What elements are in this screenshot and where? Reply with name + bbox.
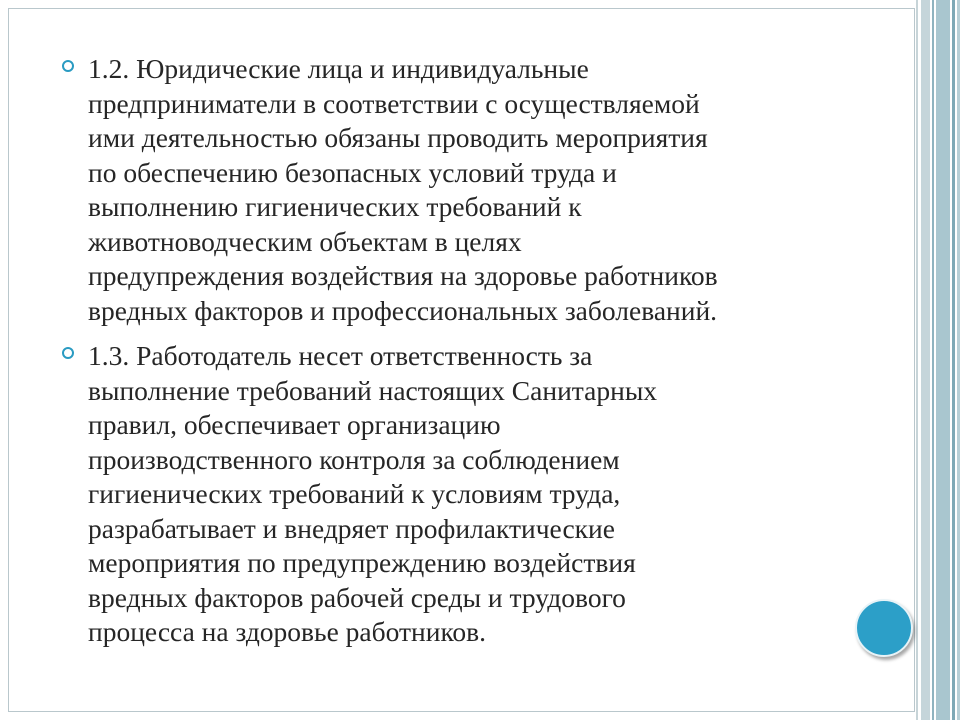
side-bar — [936, 0, 950, 720]
list-item-text: 1.3. Работодатель несет ответственность за выполнение требований настоящих Санитарных правил, обеспечивает организацию производственного контроля за соблюдением гигиенических требований к условиям труда, разрабатывает и внедряет профилактические мероприятия по предупреждению воздействия вредных факторов рабочей среды и трудового процесса на здоровье работников. — [88, 340, 658, 647]
side-bar — [916, 0, 918, 720]
decorative-side-bars — [916, 0, 960, 720]
side-bar — [932, 0, 934, 720]
bullet-ring-icon — [62, 347, 74, 359]
list-item — [62, 339, 862, 650]
list-item-text: 1.2. Юридические лица и индивидуальные предприниматели в соответствии с осуществляемой ими деятельностью обязаны проводить мероприятия по обеспечению безопасных условий труда и выполнению гигиенических требований к животноводческим объектам в целях предупреждения воздействия на здоровье работников вредных факторов и профессиональных заболеваний. — [88, 53, 718, 326]
slide-content — [62, 52, 862, 661]
list-item — [62, 52, 862, 328]
side-bar — [921, 0, 930, 720]
side-bar — [952, 0, 955, 720]
bullet-ring-icon — [62, 60, 74, 72]
decorative-circle — [855, 599, 913, 657]
